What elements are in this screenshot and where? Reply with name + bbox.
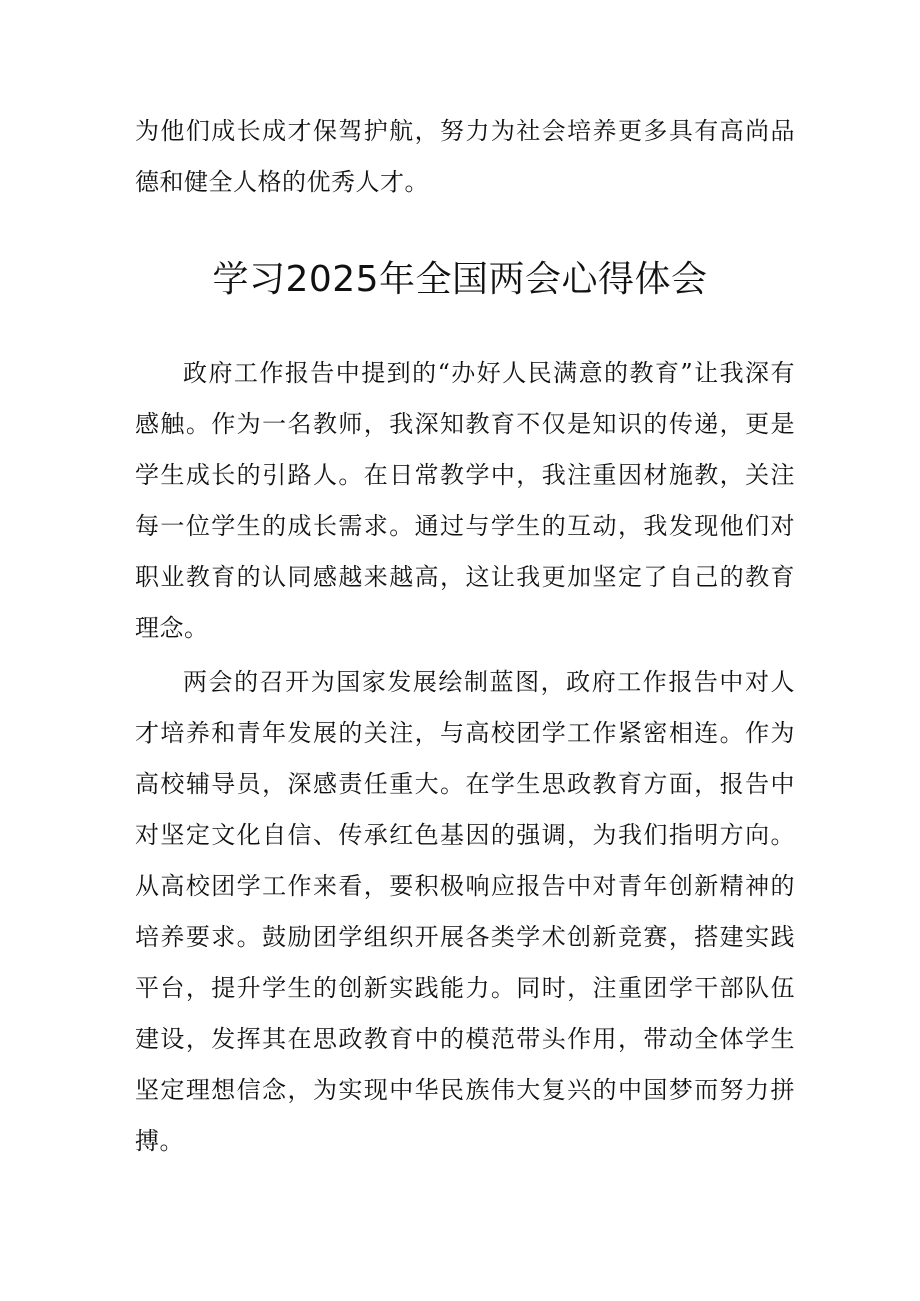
- carryover-paragraph: 为他们成长成才保驾护航，努力为社会培养更多具有高尚品德和健全人格的优秀人才。: [135, 117, 795, 196]
- paragraph-1: 政府工作报告中提到的“办好人民满意的教育”让我深有感触。作为一名教师，我深知教育不仅是知识的传递，更是学生成长的引路人。在日常教学中，我注重因材施教，关注每一位学生的成长需求。通过与学生的互动，我发现他们对职业教育的认同感越来越高，这让我更加坚定了自己的教育理念。: [135, 359, 795, 642]
- article-body: [135, 348, 795, 1170]
- paragraph-2: 两会的召开为国家发展绘制蓝图，政府工作报告中对人才培养和青年发展的关注，与高校团学工作紧密相连。作为高校辅导员，深感责任重大。在学生思政教育方面，报告中对坚定文化自信、传承红色基因的强调，为我们指明方向。从高校团学工作来看，要积极响应报告中对青年创新精神的培养要求。鼓励团学组织开展各类学术创新竞赛，搭建实践平台，提升学生的创新实践能力。同时，注重团学干部队伍建设，发挥其在思政教育中的模范带头作用，带动全体学生坚定理想信念，为实现中华民族伟大复兴的中国梦而努力拼搏。: [135, 668, 795, 1155]
- page-title: 学习2025年全国两会心得体会: [212, 259, 708, 300]
